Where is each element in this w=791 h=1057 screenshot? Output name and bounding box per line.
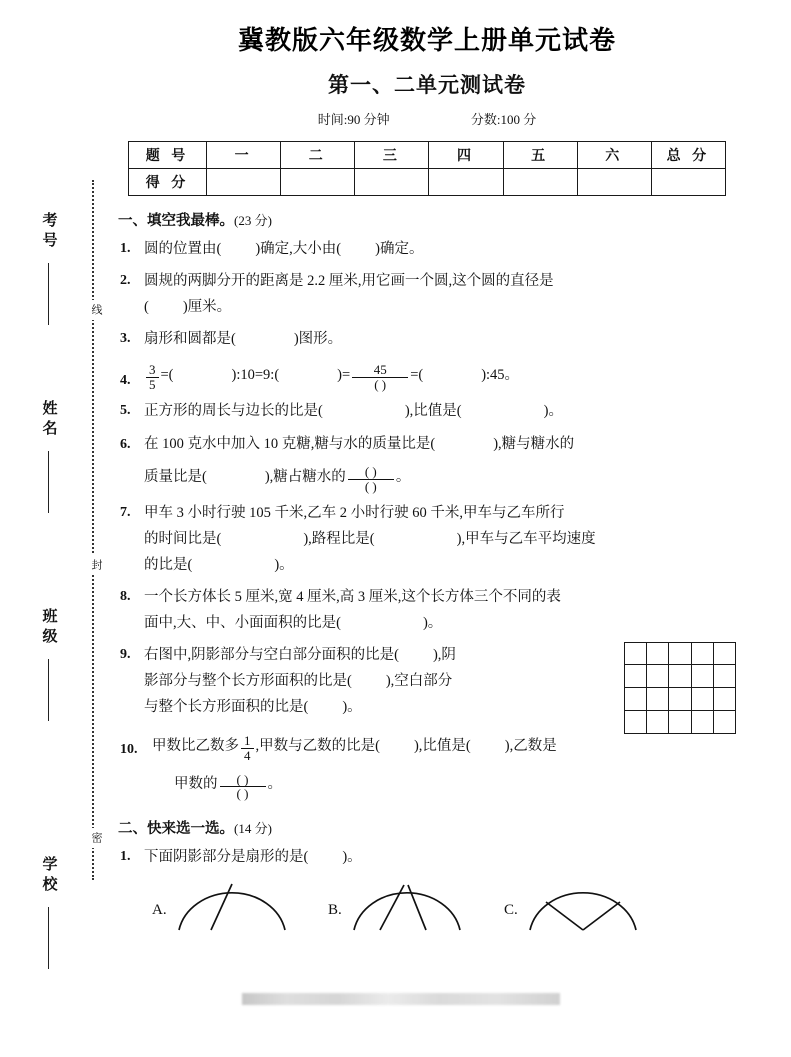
choice-a-label: A. — [152, 901, 167, 918]
question-1-1-text-c: )确定。 — [375, 241, 424, 257]
question-1-5-number: 5. — [120, 403, 131, 418]
section-1-points: (23 分) — [234, 213, 272, 228]
score-table-col-5: 五 — [503, 142, 577, 169]
exam-meta — [118, 109, 736, 128]
grid-cell — [625, 665, 647, 688]
fraction-numerator-blank[interactable]: ( ) — [236, 771, 249, 787]
fraction-denominator: 5 — [146, 377, 159, 392]
table-row-scores — [129, 169, 726, 196]
fraction-denominator: 4 — [241, 748, 254, 763]
fraction-one-fourth — [241, 734, 254, 762]
page-subtitle: 第一、二单元测试卷 — [328, 73, 526, 97]
score-cell-3[interactable] — [355, 169, 429, 196]
question-1-4-text-c: )= — [337, 367, 351, 383]
arc-two-radii-fan-icon — [348, 880, 466, 940]
seal-dotted-line — [92, 180, 94, 880]
question-1-3-text-a: 扇形和圆都是( — [144, 331, 236, 347]
field-class — [26, 608, 70, 721]
question-1-10-text-f: 。 — [267, 776, 282, 793]
choice-c-label: C. — [504, 901, 518, 918]
score-cell-6[interactable] — [577, 169, 651, 196]
question-1-9-line2 — [144, 668, 584, 694]
choice-option-b[interactable] — [328, 880, 504, 940]
choice-option-c[interactable] — [504, 880, 680, 940]
question-1-8-text-a: 面中,大、中、小面面积的比是( — [144, 614, 341, 631]
question-1-9-text-d: ),空白部分 — [385, 672, 453, 689]
grid-cell — [692, 643, 714, 666]
question-1-1-text-a: 圆的位置由( — [144, 241, 222, 257]
field-school — [26, 856, 70, 969]
score-table-col-total: 总 分 — [651, 142, 725, 169]
question-1-9-text-e: 与整个长方形面积的比是( — [144, 698, 309, 715]
score-table-col-4: 四 — [429, 142, 503, 169]
question-1-6-line2 — [144, 463, 736, 494]
question-1-9-text-a: 右图中,阴影部分与空白部分面积的比是( — [144, 646, 399, 663]
grid-cell — [625, 688, 647, 711]
arc-v-chords-icon — [524, 880, 642, 940]
question-1-4-text-d: =( — [410, 367, 424, 383]
choice-b-label: B. — [328, 901, 342, 918]
question-1-7 — [118, 500, 736, 578]
field-class-rule — [48, 659, 49, 721]
field-exam-number-rule — [48, 263, 49, 325]
section-2-title: 二、快来选一选。 — [118, 820, 234, 837]
grid-cell — [647, 688, 669, 711]
grid-cell — [714, 665, 736, 688]
question-1-5-text-c: )。 — [543, 403, 563, 419]
score-table-col-3: 三 — [355, 142, 429, 169]
fraction-numerator: 45 — [373, 362, 387, 378]
question-1-1-number: 1. — [120, 241, 131, 256]
question-1-2-text-b: )厘米。 — [182, 299, 232, 315]
question-1-7-text-b: ),路程比是( — [303, 530, 375, 547]
grid-cell — [669, 643, 691, 666]
grid-cell — [647, 643, 669, 666]
choice-row — [118, 880, 736, 940]
question-1-4-text-b: ):10=9:( — [231, 367, 280, 383]
question-1-1 — [118, 236, 736, 262]
question-1-3-text-b: )图形。 — [293, 331, 343, 347]
question-1-4-text-a: =( — [160, 367, 174, 383]
question-1-9-number: 9. — [120, 646, 131, 662]
table-row-question-numbers — [129, 142, 726, 169]
question-1-7-line2 — [144, 526, 736, 552]
field-name-label: 姓名 — [40, 400, 57, 440]
question-1-7-text-d: 的比是( — [144, 556, 193, 573]
field-class-label: 班级 — [40, 608, 57, 648]
score-table-row-label-question: 题 号 — [129, 142, 207, 169]
fraction-denominator-blank[interactable]: ( ) — [352, 377, 408, 392]
question-1-7-text-a: 的时间比是( — [144, 530, 222, 547]
question-1-10-number: 10. — [120, 741, 138, 757]
question-1-10-line2 — [152, 768, 736, 801]
question-1-7-line3 — [144, 552, 736, 578]
question-1-10 — [118, 730, 736, 801]
seal-word-mi: 密 — [84, 828, 102, 848]
grid-figure-5x4 — [624, 642, 736, 734]
question-2-1-text-a: 下面阴影部分是扇形的是( — [144, 848, 309, 865]
question-1-4 — [118, 358, 736, 392]
section-1-title: 一、填空我最棒。 — [118, 213, 234, 229]
score-cell-2[interactable] — [281, 169, 355, 196]
choice-option-a[interactable] — [152, 880, 328, 940]
question-1-8-text-b: )。 — [422, 614, 443, 631]
question-1-2-text-a: ( — [144, 299, 149, 315]
question-1-8-number: 8. — [120, 588, 131, 604]
question-1-2 — [118, 268, 736, 320]
question-1-9-line3 — [144, 694, 584, 720]
field-school-label: 学校 — [40, 856, 57, 896]
question-1-9-text-c: 影部分与整个长方形面积的比是( — [144, 672, 352, 689]
question-1-2-line1: 圆规的两脚分开的距离是 2.2 厘米,用它画一个圆,这个圆的直径是 — [144, 273, 554, 289]
score-table-row-label-score: 得 分 — [129, 169, 207, 196]
field-name — [26, 400, 70, 513]
grid-cell — [625, 643, 647, 666]
field-exam-number-label: 考号 — [40, 212, 57, 252]
score-label: 分数:100 分 — [470, 112, 537, 127]
question-1-10-text-d: ),乙数是 — [504, 737, 557, 754]
question-1-7-number: 7. — [120, 504, 131, 520]
score-table-col-1: 一 — [207, 142, 281, 169]
arc-one-radius-icon — [173, 880, 291, 940]
fraction-three-fifths — [146, 363, 159, 391]
page-title: 冀教版六年级数学上册单元试卷 — [237, 26, 616, 56]
section-2-points: (14 分) — [234, 820, 272, 836]
question-2-1 — [118, 844, 736, 870]
score-cell-5[interactable] — [503, 169, 577, 196]
score-cell-1[interactable] — [207, 169, 281, 196]
question-1-6-text-a: 在 100 克水中加入 10 克糖,糖与水的质量比是( — [144, 436, 436, 452]
question-1-6-text-b: ),糖与糖水的 — [493, 436, 575, 452]
grid-cell — [647, 665, 669, 688]
question-1-8 — [118, 584, 736, 636]
question-1-9-text-b: ),阴 — [432, 646, 456, 663]
question-2-1-text-b: )。 — [342, 848, 362, 865]
section-heading-fill-in-blank — [118, 209, 736, 230]
score-cell-4[interactable] — [429, 169, 503, 196]
grid-cell — [692, 665, 714, 688]
question-1-8-line1: 一个长方体长 5 厘米,宽 4 厘米,高 3 厘米,这个长方体三个不同的表 — [144, 588, 561, 605]
question-1-1-text-b: )确定,大小由( — [255, 241, 342, 257]
question-1-6-text-c: 质量比是( — [144, 469, 207, 485]
question-1-4-number: 4. — [120, 373, 131, 388]
question-1-10-text-c: ),比值是( — [413, 737, 471, 754]
score-table — [128, 141, 726, 196]
question-1-7-text-e: )。 — [274, 556, 294, 573]
fraction-forty-five-over-blank — [352, 363, 408, 391]
question-1-5-text-b: ),比值是( — [404, 403, 462, 419]
grid-cell — [669, 688, 691, 711]
section-heading-multiple-choice — [118, 817, 736, 838]
question-1-3 — [118, 326, 736, 352]
fraction-blank-over-blank — [348, 465, 394, 493]
score-cell-total[interactable] — [651, 169, 725, 196]
question-1-9-text-f: )。 — [342, 698, 362, 715]
fraction-numerator-blank[interactable]: ( ) — [364, 464, 377, 480]
grid-cell — [714, 688, 736, 711]
exam-paper — [110, 0, 791, 1057]
question-1-5-text-a: 正方形的周长与边长的比是( — [144, 403, 323, 419]
question-1-6-text-e: 。 — [395, 469, 411, 485]
seal-word-feng: 封 — [84, 555, 102, 575]
grid-cell — [714, 643, 736, 666]
fraction-denominator-blank[interactable]: ( ) — [220, 786, 266, 801]
question-1-4-text-e: ):45。 — [481, 367, 520, 383]
grid-cell — [692, 688, 714, 711]
question-1-6 — [118, 430, 736, 494]
question-2-1-number: 1. — [120, 848, 131, 864]
field-school-rule — [48, 907, 49, 969]
question-1-2-line2 — [144, 294, 736, 320]
score-table-col-6: 六 — [577, 142, 651, 169]
question-1-7-text-c: ),甲车与乙车平均速度 — [456, 530, 596, 547]
fraction-blank-over-blank — [220, 773, 266, 801]
question-1-10-text-a: 甲数比乙数多 — [152, 737, 239, 754]
question-1-5 — [118, 398, 736, 424]
fraction-numerator: 3 — [149, 362, 156, 378]
field-name-rule — [48, 451, 49, 513]
fraction-denominator-blank[interactable]: ( ) — [348, 479, 394, 494]
time-label: 时间:90 分钟 — [317, 112, 390, 127]
question-1-6-number: 6. — [120, 437, 131, 452]
score-table-col-2: 二 — [281, 142, 355, 169]
fraction-numerator: 1 — [244, 733, 251, 748]
question-1-8-line2 — [144, 610, 736, 636]
seal-margin-sidebar — [0, 0, 110, 1057]
question-1-10-text-b: ,甲数与乙数的比是( — [255, 737, 380, 754]
question-1-2-number: 2. — [120, 273, 131, 288]
question-1-7-line1: 甲车 3 小时行驶 105 千米,乙车 2 小时行驶 60 千米,甲车与乙车所行 — [144, 504, 565, 521]
question-1-9 — [118, 642, 736, 720]
redacted-bar — [242, 993, 560, 1005]
seal-word-xian: 线 — [84, 300, 102, 320]
field-exam-number — [26, 212, 70, 325]
question-1-6-text-d: ),糖占糖水的 — [264, 469, 346, 485]
grid-cell — [669, 665, 691, 688]
question-1-3-number: 3. — [120, 331, 131, 346]
question-1-10-text-e: 甲数的 — [174, 776, 218, 793]
